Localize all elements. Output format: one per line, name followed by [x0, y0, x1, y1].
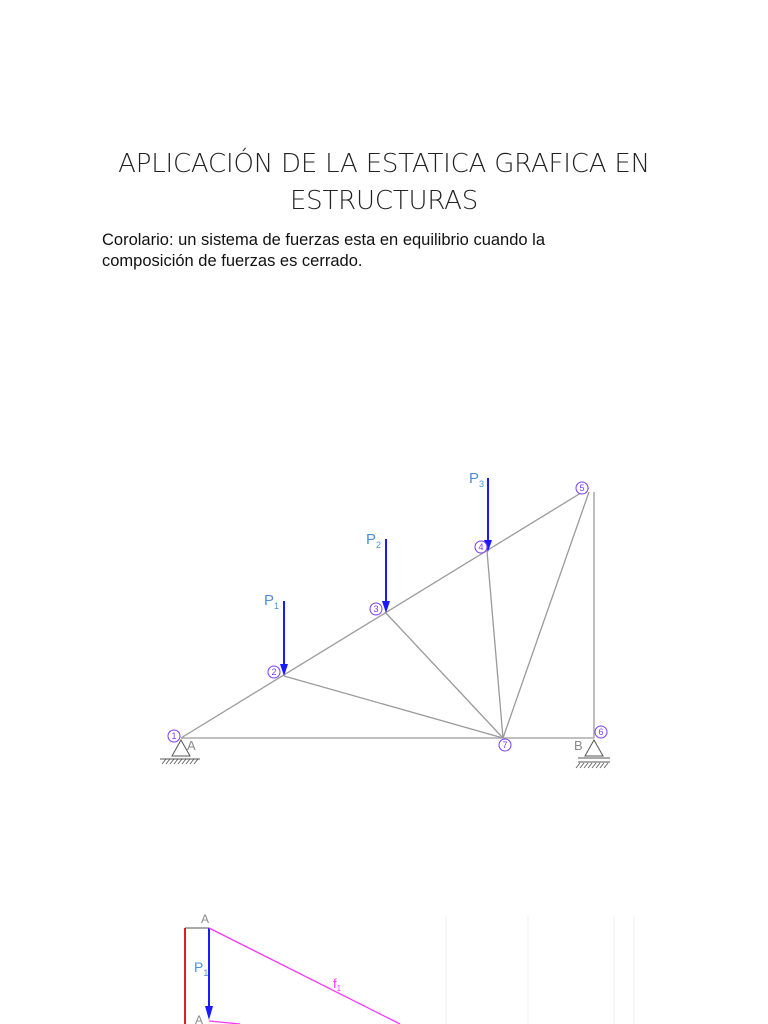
load-p3-label: $P_3$ [469, 470, 485, 489]
load-p1-label: $P_1$ [264, 592, 280, 611]
faint-construction-lines [446, 915, 634, 1024]
corollary-line-2: composición de fuerzas es cerrado. [102, 252, 363, 270]
load-p3-arrow [484, 478, 492, 552]
load-p1-arrow [280, 601, 288, 676]
node-2-label: 2 [271, 667, 277, 677]
polygon-p1-label: $P_1$ [194, 959, 209, 978]
member-3-7 [385, 612, 503, 738]
support-a-label: A [187, 738, 196, 753]
polygon-a1-label: A [201, 912, 210, 926]
node-4-label: 4 [478, 542, 484, 552]
support-b-label: B [574, 738, 583, 753]
polygon-f1-label: $f_1$ [333, 976, 342, 993]
member-1-5 [181, 488, 589, 738]
corollary-line-1: Corolario: un sistema de fuerzas esta en equilibrio cuando la [102, 231, 546, 249]
node-markers [168, 482, 607, 751]
title-line-2: ESTRUCTURAS [289, 186, 479, 216]
node-6-label: 6 [598, 727, 604, 737]
truss-members [181, 488, 594, 738]
node-3-label: 3 [373, 604, 379, 614]
force-polygon [185, 912, 634, 1024]
node-7-label: 7 [502, 740, 508, 750]
member-2-7 [284, 676, 503, 738]
funicular-ray-f1 [209, 928, 400, 1024]
load-p2-arrow [382, 539, 390, 613]
member-4-7 [487, 551, 503, 738]
title-line-1: APLICACIÓN DE LA ESTATICA GRAFICA EN [118, 149, 650, 179]
node-labels [171, 483, 603, 750]
load-arrows [280, 478, 492, 676]
node-1-label: 1 [171, 731, 177, 741]
node-5-label: 5 [579, 483, 585, 493]
load-p2-label: $P_2$ [366, 531, 382, 550]
polygon-a2-label: A [195, 1013, 204, 1024]
member-5-7 [503, 492, 589, 738]
